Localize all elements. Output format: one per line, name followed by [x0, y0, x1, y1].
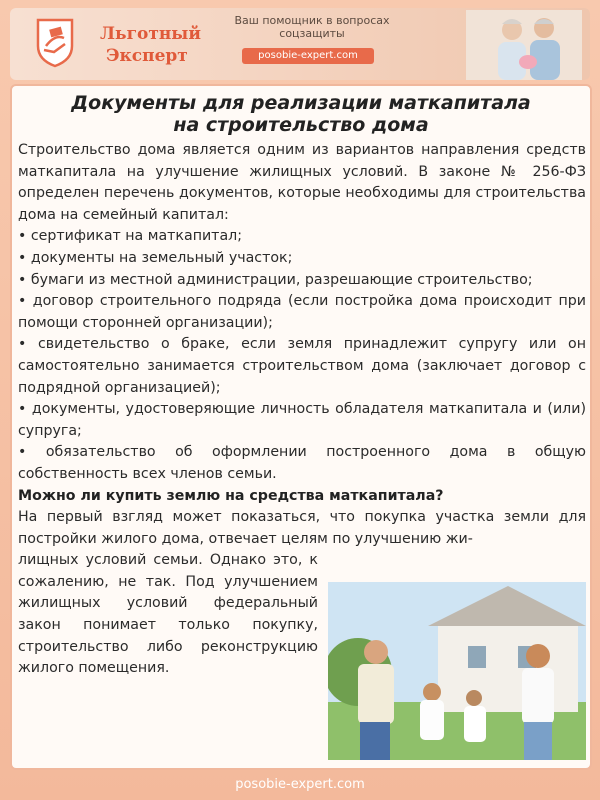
- elderly-couple-photo: [466, 10, 582, 80]
- answer-paragraph-full: На первый взгляд может показаться, что покупка участка земли для постройки жилого дома, отвечает целям по улучшению жи-: [18, 509, 586, 547]
- brand-name-line1: Льготный: [100, 24, 201, 44]
- shield-logo-icon: [34, 16, 76, 68]
- tagline: Ваш помощник в вопросах соцзащиты: [234, 14, 390, 40]
- list-item: • договор строительного подряда (если постройка дома происходит при помощи сторонней организации);: [18, 293, 586, 331]
- header-site-link[interactable]: posobie-expert.com: [242, 48, 374, 64]
- article-card: [10, 84, 592, 770]
- list-item: • свидетельство о браке, если земля принадлежит супругу или он самостоятельно занимается строительством дома (заключает договор с подрядной организацией);: [18, 336, 586, 396]
- list-item: • документы на земельный участок;: [18, 249, 293, 266]
- answer-paragraph-wrap: лищных условий семьи. Однако это, к сожалению, не так. Под улучшением жилищных условий федеральный закон понимает только покупку, строительство либо реконструкцию жилого помещения.: [18, 552, 318, 677]
- article-title-line1: Документы для реализации маткапитала: [71, 92, 531, 114]
- article-title-line2: на строительство дома: [173, 114, 429, 136]
- family-house-photo: [328, 582, 586, 760]
- footer-site-link[interactable]: posobie-expert.com: [235, 777, 365, 792]
- list-item: • обязательство об оформлении построенного дома в общую собственность всех членов семьи.: [18, 444, 586, 482]
- intro-paragraph: Строительство дома является одним из вариантов направления средств маткапитала на улучшение жилищных условий. В законе № 256-ФЗ определен перечень документов, которые необходимы для строительства дома на семейный капитал:: [18, 142, 586, 223]
- list-item: • документы, удостоверяющие личность обладателя маткапитала и (или) супруга;: [18, 401, 586, 439]
- brand-name-line2: Эксперт: [106, 46, 188, 66]
- list-item: • сертификат на маткапитал;: [18, 228, 242, 245]
- header-banner: [10, 8, 590, 80]
- question-heading: Можно ли купить землю на средства маткапитала?: [18, 487, 444, 504]
- article-title: [12, 92, 590, 136]
- list-item: • бумаги из местной администрации, разрешающие строительство;: [18, 271, 533, 288]
